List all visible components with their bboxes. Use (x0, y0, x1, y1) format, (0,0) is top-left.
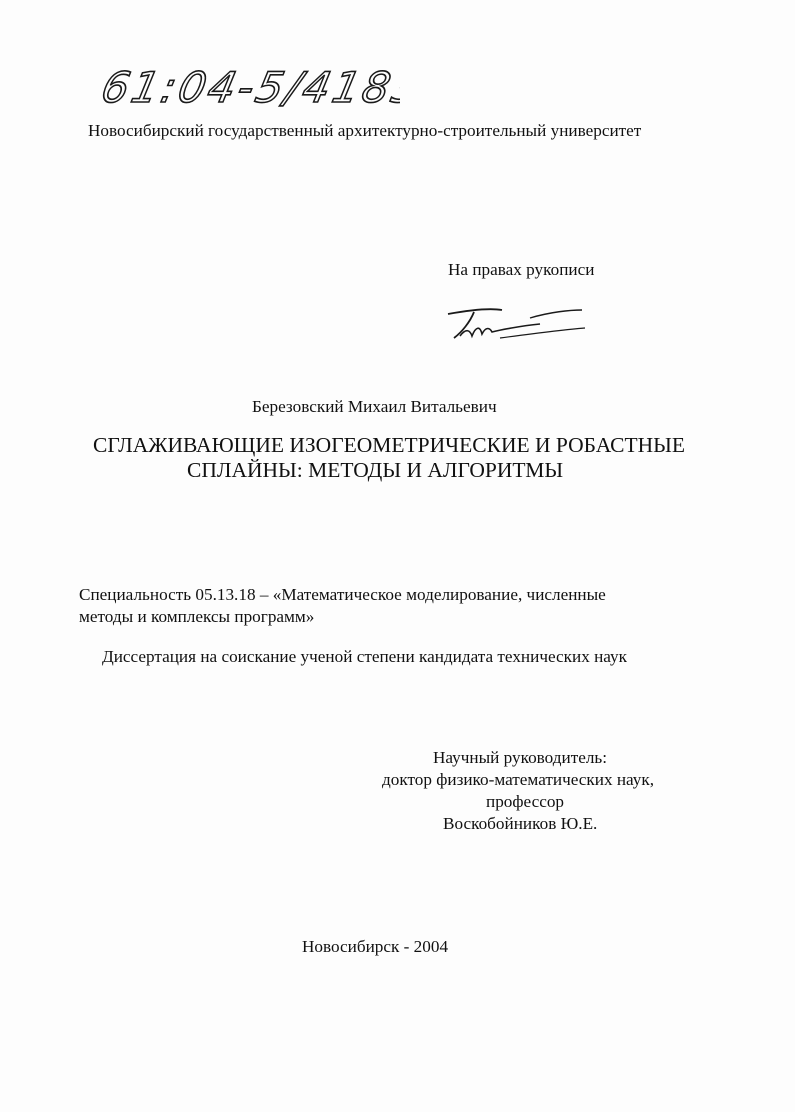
supervisor-degree: доктор физико-математических наук, (382, 770, 655, 789)
specialty-line-2: методы и комплексы программ» (79, 607, 315, 626)
svg-text:61:04-5/4183: 61:04-5/4183 (100, 64, 400, 113)
specialty-line-1: Специальность 05.13.18 – «Математическое моделирование, численные (79, 585, 606, 604)
manuscript-rights: На правах рукописи (448, 260, 595, 279)
supervisor-label: Научный руководитель: (433, 748, 608, 767)
thesis-title-line-1: СГЛАЖИВАЮЩИЕ ИЗОГЕОМЕТРИЧЕСКИЕ И РОБАСТНЫЕ (93, 433, 686, 457)
supervisor-rank: профессор (486, 792, 565, 811)
handwritten-archive-icon (100, 52, 400, 122)
signature-icon (440, 300, 590, 348)
city-year: Новосибирск - 2004 (302, 937, 449, 956)
archive-code-handwritten (100, 52, 400, 122)
author-name: Березовский Михаил Витальевич (252, 397, 497, 416)
dissertation-degree: Диссертация на соискание ученой степени кандидата технических наук (102, 647, 627, 666)
university-name: Новосибирский государственный архитектурно-строительный университет (88, 121, 642, 140)
supervisor-name: Воскобойников Ю.Е. (443, 814, 598, 833)
thesis-title-line-2: СПЛАЙНЫ: МЕТОДЫ И АЛГОРИТМЫ (187, 458, 564, 482)
signature (440, 300, 590, 348)
